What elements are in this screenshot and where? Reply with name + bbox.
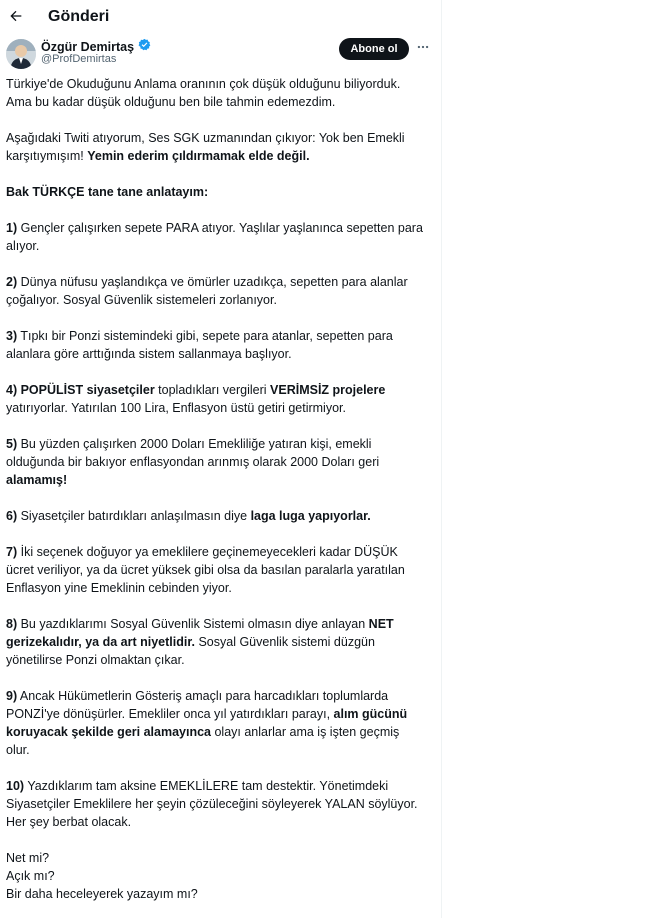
- more-horizontal-icon: [416, 40, 430, 59]
- verified-badge-icon: [138, 38, 151, 56]
- back-button[interactable]: [4, 6, 28, 30]
- author-name[interactable]: Özgür Demirtaş: [41, 40, 135, 54]
- top-bar: [0, 0, 441, 36]
- tweet-closing-line: Bir daha heceleyerek yazayım mı?: [6, 887, 198, 901]
- tweet-point-7: 7) İki seçenek doğuyor ya emeklilere geçinemeyecekleri kadar DÜŞÜK ücret veriliyor, ya da ücret yüksek gibi olsa da basılan paralarla yaratılan Enflasyon yine Emeklinin cebinden yiyor.: [6, 545, 405, 595]
- tweet-paragraph: Türkiye'de Okuduğunu Anlama oranının çok düşük olduğunu biliyorduk. Ama bu kadar düşük olduğunu ben bile tahmin edemezdim.: [6, 77, 401, 109]
- follow-button[interactable]: Abone ol: [339, 38, 409, 60]
- tweet-point-8: 8) Bu yazdıklarımı Sosyal Güvenlik Sistemi olmasın diye anlayan NET gerizekalıdır, ya da art niyetlidir. Sosyal Güvenlik sistemi düzgün yönetilirse Ponzi olmaktan çıkar.: [6, 617, 394, 667]
- author-handle[interactable]: @ProfDemirtas: [41, 53, 117, 65]
- tweet-point-10: 10) Yazdıklarım tam aksine EMEKLİLERE tam destektir. Yönetimdeki Siyasetçiler Emeklilere her şeyin çözüleceğini söyleyerek YALAN söylüyor. Her şey berbat olacak.: [6, 779, 418, 829]
- tweet-closing-line: Net mi?: [6, 851, 50, 865]
- more-options-button[interactable]: [414, 40, 432, 58]
- tweet-point-2: 2) Dünya nüfusu yaşlandıkça ve ömürler uzadıkça, sepetten para alanlar çoğalıyor. Sosyal Güvenlik sistemeleri zorlanıyor.: [6, 275, 408, 307]
- tweet-point-3: 3) Tıpkı bir Ponzi sistemindeki gibi, sepete para atanlar, sepetten para alanlara göre arttığında sistem sallanmaya başlıyor.: [6, 329, 393, 361]
- tweet-point-1: 1) Gençler çalışırken sepete PARA atıyor. Yaşlılar yaşlanınca sepetten para alıyor.: [6, 221, 423, 253]
- tweet-paragraph: Bak TÜRKÇE tane tane anlatayım:: [6, 185, 209, 199]
- tweet-point-5: 5) Bu yüzden çalışırken 2000 Doları Emekliliğe yatıran kişi, emekli olduğunda bir bakıyor enflasyondan arınmış olarak 2000 Doları geri alamamış!: [6, 437, 380, 487]
- tweet-point-9: 9) Ancak Hükümetlerin Gösteriş amaçlı para harcadıkları toplumlarda PONZİ'ye dönüşürler. Emekliler onca yıl yatırdıkları parayı, alım gücünü koruyacak şekilde geri alamayınca olayı anlarlar ama iş işten geçmiş olur.: [6, 689, 408, 757]
- tweet-paragraph: Aşağıdaki Twiti atıyorum, Ses SGK uzmanından çıkıyor: Yok ben Emekli karşıtıymışım! Yemin ederim çıldırmamak elde değil.: [6, 131, 405, 163]
- arrow-left-icon: [8, 8, 24, 29]
- tweet-closing-line: Açık mı?: [6, 869, 55, 883]
- tweet-point-4: 4) POPÜLİST siyasetçiler topladıkları vergileri VERİMSİZ projelere yatırıyorlar. Yatırılan 100 Lira, Enflasyon üstü getiri getirmiyor.: [6, 383, 386, 415]
- tweet-point-6: 6) Siyasetçiler batırdıkları anlaşılmasın diye laga luga yapıyorlar.: [6, 509, 371, 523]
- tweet-text: [6, 75, 426, 903]
- page-title: Gönderi: [48, 8, 110, 25]
- avatar[interactable]: [6, 39, 36, 69]
